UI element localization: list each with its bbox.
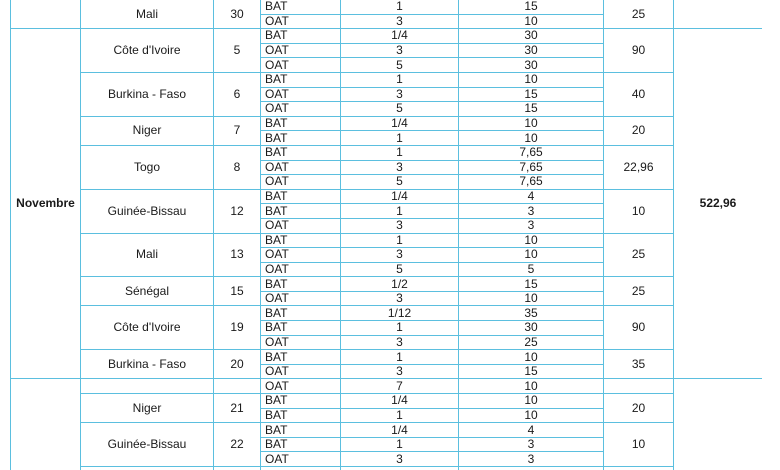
quantity-cell: 3 — [341, 291, 459, 306]
value-cell: 15 — [459, 102, 604, 117]
type-cell: BAT — [261, 350, 341, 365]
type-cell: OAT — [261, 175, 341, 190]
number-cell: 7 — [214, 116, 261, 145]
type-cell: OAT — [261, 452, 341, 467]
quantity-cell: 1/12 — [341, 306, 459, 321]
subtotal-cell: 40 — [604, 72, 674, 116]
quantity-cell: 1 — [341, 72, 459, 87]
value-cell: 15 — [459, 277, 604, 292]
type-cell: BAT — [261, 29, 341, 44]
value-cell: 10 — [459, 116, 604, 131]
type-cell: BAT — [261, 423, 341, 438]
value-cell: 10 — [459, 291, 604, 306]
type-cell — [261, 467, 341, 470]
type-cell: OAT — [261, 262, 341, 277]
country-cell: Guinée-Bissau — [81, 189, 214, 233]
type-cell: BAT — [261, 0, 341, 14]
quantity-cell: 1/4 — [341, 29, 459, 44]
country-cell: Togo — [81, 145, 214, 189]
value-cell — [459, 467, 604, 470]
quantity-cell: 1 — [341, 0, 459, 14]
value-cell: 15 — [459, 87, 604, 102]
quantity-cell: 5 — [341, 58, 459, 73]
number-cell: 30 — [214, 0, 261, 29]
quantity-cell: 1 — [341, 321, 459, 336]
quantity-cell: 3 — [341, 335, 459, 350]
subtotal-cell: 25 — [604, 277, 674, 306]
table-row — [11, 0, 763, 14]
type-cell: OAT — [261, 102, 341, 117]
type-cell: BAT — [261, 116, 341, 131]
type-cell: OAT — [261, 291, 341, 306]
month-cell — [11, 0, 81, 29]
quantity-cell: 3 — [341, 218, 459, 233]
value-cell: 4 — [459, 189, 604, 204]
value-cell: 10 — [459, 131, 604, 146]
table-row — [11, 379, 763, 394]
table-row — [11, 467, 763, 470]
number-cell: 15 — [214, 277, 261, 306]
country-cell: Mali — [81, 233, 214, 277]
number-cell: 13 — [214, 233, 261, 277]
subtotal-cell: 20 — [604, 394, 674, 423]
type-cell: BAT — [261, 233, 341, 248]
value-cell: 10 — [459, 248, 604, 263]
type-cell: OAT — [261, 160, 341, 175]
subtotal-cell: 10 — [604, 423, 674, 467]
type-cell: BAT — [261, 321, 341, 336]
type-cell: BAT — [261, 437, 341, 452]
value-cell: 3 — [459, 452, 604, 467]
value-cell: 3 — [459, 218, 604, 233]
quantity-cell: 1 — [341, 204, 459, 219]
number-cell: 19 — [214, 306, 261, 350]
shipment-table — [10, 0, 762, 470]
type-cell: BAT — [261, 189, 341, 204]
type-cell: OAT — [261, 248, 341, 263]
value-cell: 30 — [459, 43, 604, 58]
quantity-cell: 7 — [341, 379, 459, 394]
type-cell: BAT — [261, 306, 341, 321]
quantity-cell: 1/4 — [341, 189, 459, 204]
type-cell: OAT — [261, 218, 341, 233]
number-cell — [214, 379, 261, 394]
table-row — [11, 29, 763, 44]
quantity-cell: 1 — [341, 350, 459, 365]
type-cell: OAT — [261, 14, 341, 29]
table-row — [11, 233, 763, 248]
country-cell: Burkina - Faso — [81, 350, 214, 379]
number-cell: 6 — [214, 72, 261, 116]
value-cell: 4 — [459, 423, 604, 438]
table-row — [11, 350, 763, 365]
table-row — [11, 394, 763, 409]
subtotal-cell — [604, 379, 674, 394]
type-cell: BAT — [261, 277, 341, 292]
type-cell: OAT — [261, 364, 341, 379]
value-cell: 3 — [459, 204, 604, 219]
quantity-cell: 1 — [341, 437, 459, 452]
type-cell: BAT — [261, 204, 341, 219]
subtotal-cell: 25 — [604, 0, 674, 29]
quantity-cell: 1/4 — [341, 394, 459, 409]
type-cell: OAT — [261, 58, 341, 73]
value-cell: 10 — [459, 72, 604, 87]
number-cell: 5 — [214, 29, 261, 73]
quantity-cell: 1 — [341, 131, 459, 146]
type-cell: BAT — [261, 131, 341, 146]
quantity-cell: 1/4 — [341, 116, 459, 131]
type-cell: OAT — [261, 335, 341, 350]
value-cell: 7,65 — [459, 160, 604, 175]
value-cell: 10 — [459, 408, 604, 423]
value-cell: 10 — [459, 14, 604, 29]
value-cell: 30 — [459, 29, 604, 44]
value-cell: 10 — [459, 379, 604, 394]
month-cell — [11, 379, 81, 470]
month-total-cell — [674, 379, 763, 470]
table-row — [11, 306, 763, 321]
quantity-cell: 3 — [341, 364, 459, 379]
value-cell: 10 — [459, 394, 604, 409]
month-total-cell: 522,96 — [674, 29, 763, 379]
type-cell: OAT — [261, 87, 341, 102]
quantity-cell: 5 — [341, 175, 459, 190]
country-cell: Côte d'Ivoire — [81, 306, 214, 350]
value-cell: 30 — [459, 321, 604, 336]
quantity-cell: 1/2 — [341, 277, 459, 292]
country-cell: Guinée-Bissau — [81, 423, 214, 467]
subtotal-cell: 22,96 — [604, 145, 674, 189]
subtotal-cell — [604, 467, 674, 470]
country-cell: Mali — [81, 0, 214, 29]
number-cell: 12 — [214, 189, 261, 233]
number-cell: 22 — [214, 423, 261, 467]
quantity-cell: 3 — [341, 14, 459, 29]
value-cell: 35 — [459, 306, 604, 321]
quantity-cell: 3 — [341, 160, 459, 175]
value-cell: 15 — [459, 0, 604, 14]
shipment-table-body — [11, 0, 763, 470]
quantity-cell: 3 — [341, 452, 459, 467]
subtotal-cell: 25 — [604, 233, 674, 277]
number-cell: 20 — [214, 350, 261, 379]
value-cell: 7,65 — [459, 145, 604, 160]
quantity-cell: 5 — [341, 262, 459, 277]
value-cell: 15 — [459, 364, 604, 379]
value-cell: 30 — [459, 58, 604, 73]
subtotal-cell: 90 — [604, 306, 674, 350]
quantity-cell: 5 — [341, 102, 459, 117]
number-cell — [214, 467, 261, 470]
table-row — [11, 145, 763, 160]
type-cell: BAT — [261, 145, 341, 160]
type-cell: BAT — [261, 408, 341, 423]
quantity-cell: 1 — [341, 408, 459, 423]
country-cell: Burkina - Faso — [81, 72, 214, 116]
value-cell: 5 — [459, 262, 604, 277]
value-cell: 10 — [459, 233, 604, 248]
table-row — [11, 423, 763, 438]
number-cell: 21 — [214, 394, 261, 423]
quantity-cell: 1/4 — [341, 423, 459, 438]
month-cell: Novembre — [11, 29, 81, 379]
quantity-cell: 3 — [341, 87, 459, 102]
subtotal-cell: 20 — [604, 116, 674, 145]
table-row — [11, 277, 763, 292]
type-cell: BAT — [261, 394, 341, 409]
country-cell: Côte d'Ivoire — [81, 29, 214, 73]
table-row — [11, 189, 763, 204]
quantity-cell: 3 — [341, 248, 459, 263]
country-cell — [81, 379, 214, 394]
country-cell — [81, 467, 214, 470]
quantity-cell — [341, 467, 459, 470]
shipment-table-viewport — [10, 0, 762, 470]
country-cell: Niger — [81, 394, 214, 423]
value-cell: 7,65 — [459, 175, 604, 190]
country-cell: Sénégal — [81, 277, 214, 306]
number-cell: 8 — [214, 145, 261, 189]
quantity-cell: 1 — [341, 233, 459, 248]
type-cell: BAT — [261, 72, 341, 87]
value-cell: 10 — [459, 350, 604, 365]
type-cell: OAT — [261, 43, 341, 58]
table-row — [11, 116, 763, 131]
quantity-cell: 3 — [341, 43, 459, 58]
quantity-cell: 1 — [341, 145, 459, 160]
subtotal-cell: 10 — [604, 189, 674, 233]
country-cell: Niger — [81, 116, 214, 145]
subtotal-cell: 35 — [604, 350, 674, 379]
table-row — [11, 72, 763, 87]
type-cell: OAT — [261, 379, 341, 394]
value-cell: 3 — [459, 437, 604, 452]
month-total-cell — [674, 0, 763, 29]
value-cell: 25 — [459, 335, 604, 350]
subtotal-cell: 90 — [604, 29, 674, 73]
